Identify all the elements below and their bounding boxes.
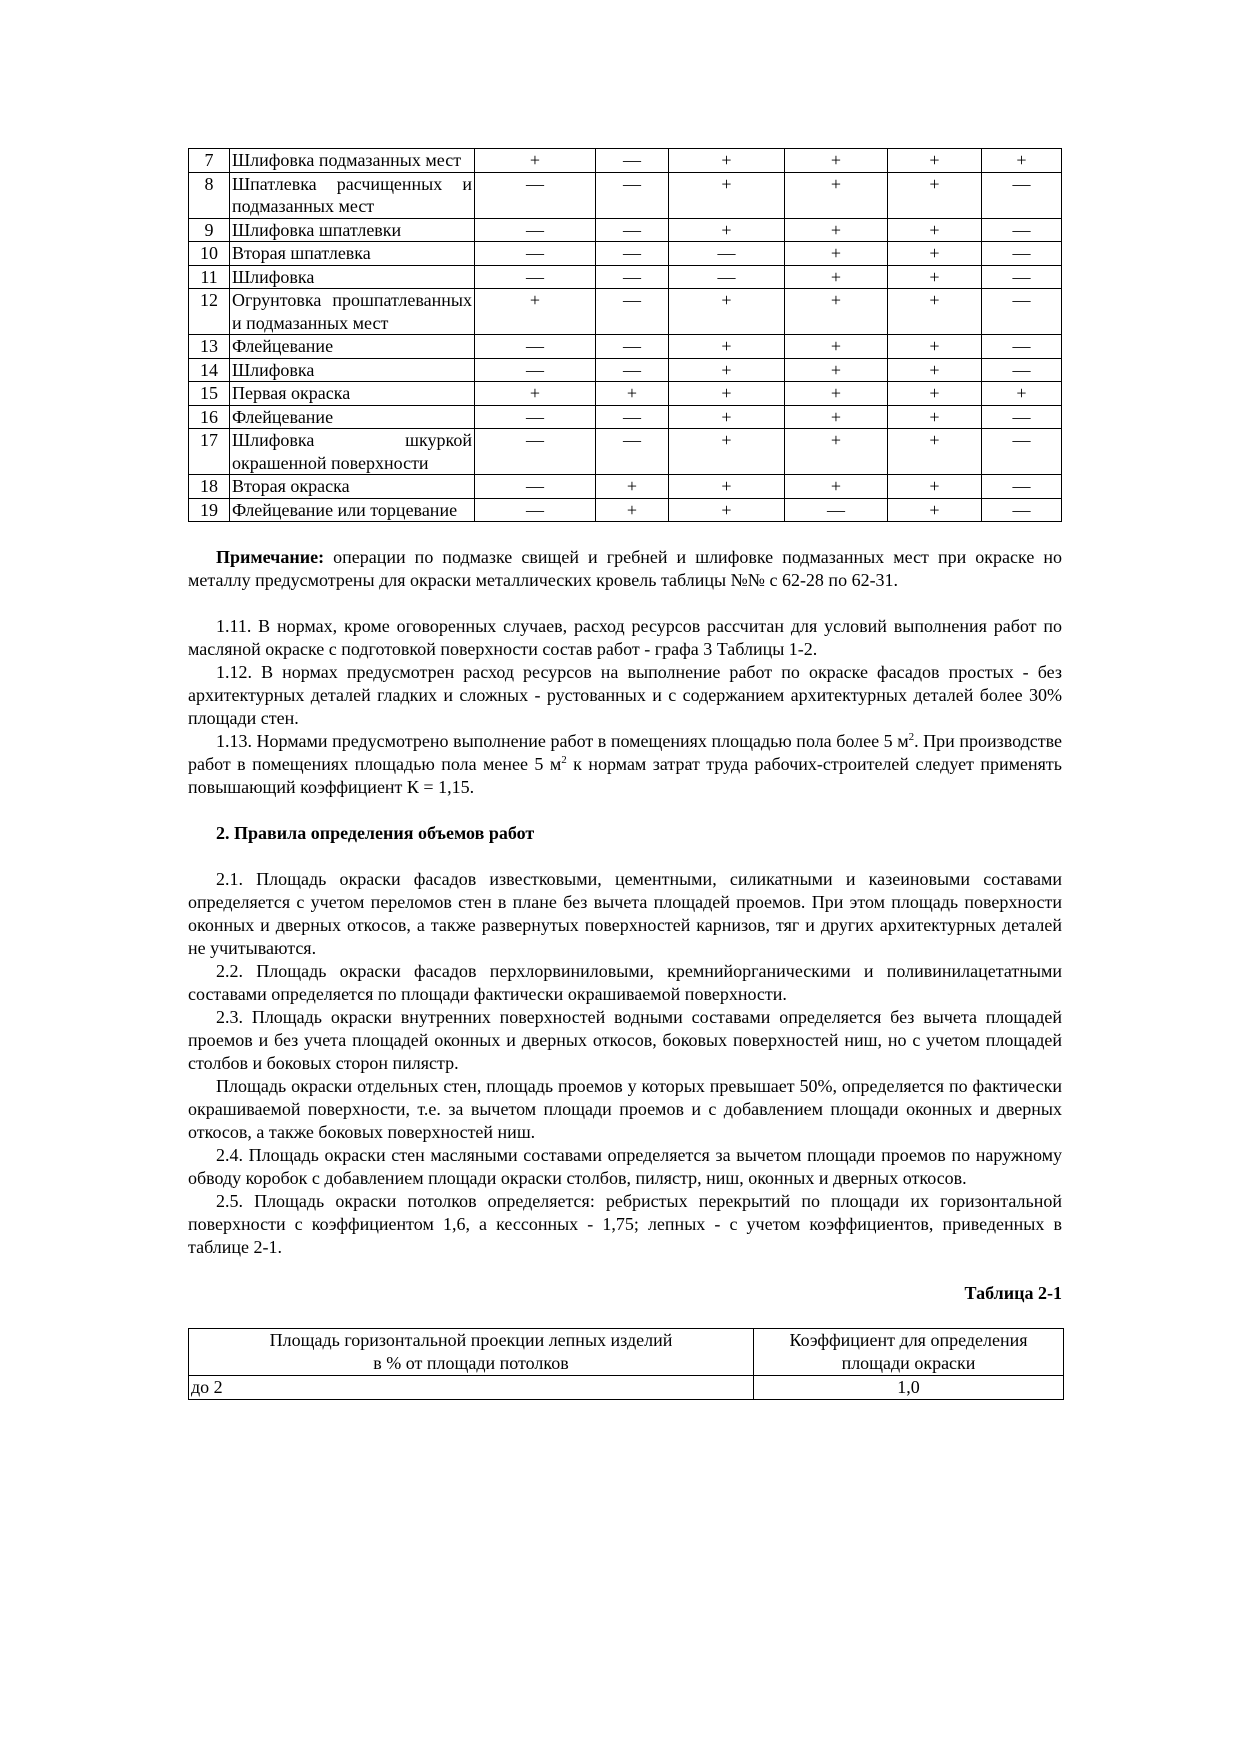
table-row: [189, 265, 1062, 289]
applicability-mark: +: [596, 498, 669, 522]
row-number: 11: [189, 265, 230, 289]
operation-name: Флейцевание: [230, 405, 475, 429]
applicability-mark: +: [785, 429, 888, 475]
row-number: 7: [189, 149, 230, 173]
applicability-mark: —: [475, 172, 596, 218]
applicability-mark: +: [669, 382, 785, 406]
table-row: [189, 382, 1062, 406]
table-row: [189, 218, 1062, 242]
applicability-mark: +: [785, 335, 888, 359]
applicability-mark: —: [596, 218, 669, 242]
table-row: [189, 335, 1062, 359]
applicability-mark: —: [475, 358, 596, 382]
row-number: 17: [189, 429, 230, 475]
applicability-mark: +: [982, 382, 1062, 406]
applicability-mark: —: [596, 149, 669, 173]
note-text: операции по подмазке свищей и гребней и шлифовке подмазанных мест при окраске но металлу предусмотрены для окраски металлических кровель таблицы №№ с 62-28 по 62-31.: [188, 547, 1062, 590]
note-paragraph: [188, 546, 1062, 592]
operation-name: Первая окраска: [230, 382, 475, 406]
applicability-mark: +: [888, 358, 982, 382]
paragraph-1-12: 1.12. В нормах предусмотрен расход ресурсов на выполнение работ по окраске фасадов простых - без архитектурных деталей гладких и сложных - рустованных и с содержанием архитектурных деталей более 30% площади стен.: [188, 662, 1062, 728]
applicability-mark: —: [982, 242, 1062, 266]
applicability-mark: —: [475, 265, 596, 289]
applicability-mark: +: [888, 149, 982, 173]
table-2-1-header-coef: Коэффициент для определения площади окраски: [754, 1329, 1064, 1376]
applicability-mark: +: [475, 382, 596, 406]
applicability-mark: +: [888, 429, 982, 475]
applicability-mark: +: [785, 289, 888, 335]
operation-name: Флейцевание или торцевание: [230, 498, 475, 522]
applicability-mark: +: [669, 172, 785, 218]
applicability-mark: +: [888, 475, 982, 499]
paragraph-2-3: 2.3. Площадь окраски внутренних поверхностей водными составами определяется без вычета площадей проемов и без учета площадей оконных и дверных откосов, боковых поверхностей ниш, но с учетом площадей столбов и боковых сторон пилястр.: [188, 1007, 1062, 1073]
operation-name: Вторая окраска: [230, 475, 475, 499]
applicability-mark: +: [785, 242, 888, 266]
applicability-mark: —: [982, 475, 1062, 499]
paragraph-2-3-cont: Площадь окраски отдельных стен, площадь проемов у которых превышает 50%, определяется по фактически окрашиваемой поверхности, т.е. за вычетом площади проемов и с добавлением площади оконных и дверных откосов, а также боковых поверхностей ниш.: [188, 1076, 1062, 1142]
applicability-mark: —: [669, 265, 785, 289]
operation-name: Шлифовка подмазанных мест: [230, 149, 475, 173]
table-2-1-caption: Таблица 2-1: [964, 1283, 1062, 1303]
coef-value: 1,0: [754, 1376, 1064, 1400]
table-2-1-header-row: [189, 1329, 1064, 1376]
applicability-mark: +: [669, 218, 785, 242]
table-2-1-row: [189, 1376, 1064, 1400]
row-number: 13: [189, 335, 230, 359]
applicability-mark: +: [888, 498, 982, 522]
table-row: [189, 405, 1062, 429]
table-row: [189, 429, 1062, 475]
paragraph-1-11: 1.11. В нормах, кроме оговоренных случаев, расход ресурсов рассчитан для условий выполнения работ по масляной окраске с подготовкой поверхности состав работ - графа 3 Таблицы 1-2.: [188, 616, 1062, 659]
applicability-mark: —: [596, 289, 669, 335]
applicability-mark: —: [475, 405, 596, 429]
applicability-mark: +: [888, 405, 982, 429]
applicability-mark: —: [596, 358, 669, 382]
row-number: 14: [189, 358, 230, 382]
operation-name: Шлифовка шпатлевки: [230, 218, 475, 242]
applicability-mark: —: [982, 218, 1062, 242]
applicability-mark: —: [982, 172, 1062, 218]
applicability-mark: +: [785, 382, 888, 406]
operation-name: Шпатлевка расчищенных и подмазанных мест: [230, 172, 475, 218]
operation-name: Вторая шпатлевка: [230, 242, 475, 266]
paragraph-1-13: 1.13. Нормами предусмотрено выполнение работ в помещениях площадью пола более 5 $м^2$. При производстве работ в помещениях площадью пола менее 5 $м^2$ к нормам затрат труда рабочих-строителей следует применять повышающий коэффициент К = 1,15.: [188, 731, 1063, 797]
applicability-mark: —: [475, 242, 596, 266]
applicability-mark: —: [475, 218, 596, 242]
applicability-mark: +: [785, 475, 888, 499]
applicability-mark: +: [785, 218, 888, 242]
applicability-mark: +: [785, 358, 888, 382]
applicability-mark: +: [982, 149, 1062, 173]
applicability-mark: +: [785, 405, 888, 429]
applicability-mark: +: [669, 475, 785, 499]
applicability-mark: —: [982, 405, 1062, 429]
row-number: 10: [189, 242, 230, 266]
applicability-mark: —: [596, 335, 669, 359]
applicability-mark: +: [669, 149, 785, 173]
table-row: [189, 475, 1062, 499]
table-row: [189, 289, 1062, 335]
applicability-mark: —: [596, 405, 669, 429]
table-row: [189, 242, 1062, 266]
applicability-mark: —: [475, 335, 596, 359]
applicability-mark: —: [596, 429, 669, 475]
table-2-1: [188, 1328, 1064, 1400]
document-page: [188, 148, 1062, 1400]
operations-table: [188, 148, 1062, 522]
table-row: [189, 149, 1062, 173]
applicability-mark: +: [888, 382, 982, 406]
applicability-mark: —: [475, 498, 596, 522]
applicability-mark: +: [785, 265, 888, 289]
note-label: Примечание:: [216, 547, 325, 567]
paragraph-2-4: 2.4. Площадь окраски стен масляными составами определяется за вычетом площади проемов по наружному обводу коробок с добавлением площади окраски столбов, пилястр, ниш, оконных и дверных откосов.: [188, 1145, 1062, 1188]
operation-name: Флейцевание: [230, 335, 475, 359]
applicability-mark: +: [669, 405, 785, 429]
paragraph-2-5: 2.5. Площадь окраски потолков определяется: ребристых перекрытий по площади их горизонтальной поверхности с коэффициентом 1,6, а кессонных - 1,75; лепных - с учетом коэффициентов, приведенных в таблице 2-1.: [188, 1191, 1062, 1257]
section-2-title: 2. Правила определения объемов работ: [216, 823, 535, 843]
applicability-mark: +: [596, 475, 669, 499]
applicability-mark: —: [982, 498, 1062, 522]
applicability-mark: —: [982, 335, 1062, 359]
applicability-mark: +: [475, 149, 596, 173]
applicability-mark: —: [982, 429, 1062, 475]
paragraph-2-1: 2.1. Площадь окраски фасадов известковыми, цементными, силикатными и казеиновыми составами определяется с учетом переломов стен в плане без вычета площадей проемов. При этом площадь поверхности оконных и дверных откосов, а также развернутых поверхностей карнизов, тяг и других архитектурных деталей не учитываются.: [188, 869, 1062, 958]
row-number: 8: [189, 172, 230, 218]
area-value: до 2: [189, 1376, 754, 1400]
applicability-mark: +: [888, 289, 982, 335]
row-number: 19: [189, 498, 230, 522]
applicability-mark: —: [982, 265, 1062, 289]
applicability-mark: —: [596, 242, 669, 266]
applicability-mark: —: [982, 289, 1062, 335]
operation-name: Огрунтовка прошпатлеванных и подмазанных мест: [230, 289, 475, 335]
applicability-mark: +: [888, 265, 982, 289]
applicability-mark: —: [982, 358, 1062, 382]
applicability-mark: +: [888, 335, 982, 359]
operations-table-body: [189, 149, 1062, 522]
table-2-1-header-area: Площадь горизонтальной проекции лепных изделий в % от площади потолков: [189, 1329, 754, 1376]
applicability-mark: +: [669, 498, 785, 522]
paragraph-2-2: 2.2. Площадь окраски фасадов перхлорвиниловыми, кремнийорганическими и поливинилацетатными составами определяется по площади фактически окрашиваемой поверхности.: [188, 961, 1062, 1004]
row-number: 9: [189, 218, 230, 242]
applicability-mark: +: [669, 289, 785, 335]
table-row: [189, 358, 1062, 382]
row-number: 12: [189, 289, 230, 335]
applicability-mark: +: [596, 382, 669, 406]
applicability-mark: —: [475, 429, 596, 475]
applicability-mark: —: [785, 498, 888, 522]
operation-name: Шлифовка: [230, 358, 475, 382]
applicability-mark: —: [669, 242, 785, 266]
applicability-mark: +: [475, 289, 596, 335]
table-row: [189, 498, 1062, 522]
applicability-mark: —: [596, 172, 669, 218]
applicability-mark: +: [888, 172, 982, 218]
table-row: [189, 172, 1062, 218]
row-number: 16: [189, 405, 230, 429]
operation-name: Шлифовка: [230, 265, 475, 289]
applicability-mark: —: [475, 475, 596, 499]
applicability-mark: —: [596, 265, 669, 289]
applicability-mark: +: [785, 172, 888, 218]
row-number: 18: [189, 475, 230, 499]
applicability-mark: +: [888, 218, 982, 242]
applicability-mark: +: [888, 242, 982, 266]
row-number: 15: [189, 382, 230, 406]
applicability-mark: +: [669, 358, 785, 382]
applicability-mark: +: [785, 149, 888, 173]
applicability-mark: +: [669, 429, 785, 475]
applicability-mark: +: [669, 335, 785, 359]
operation-name: Шлифовка шкуркой окрашенной поверхности: [230, 429, 475, 475]
